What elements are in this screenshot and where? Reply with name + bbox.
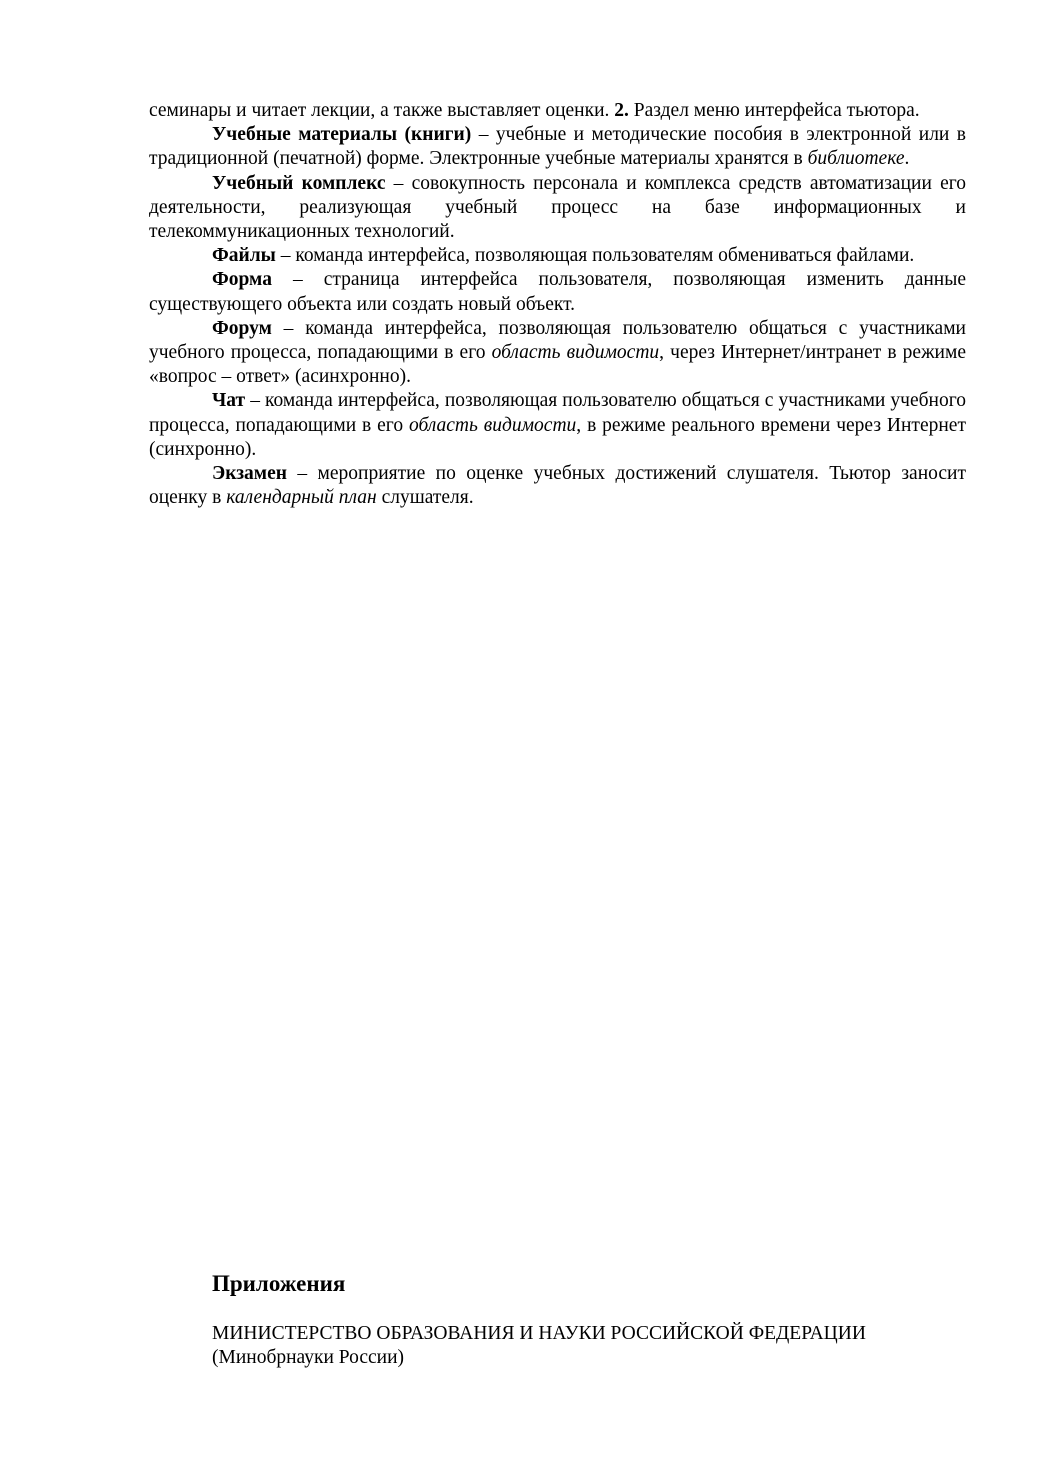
continuation-text: семинары и читает лекции, а также выставляет оценки. xyxy=(149,100,615,121)
glossary-term: Файлы xyxy=(212,245,276,267)
glossary-reference: библиотеке xyxy=(807,148,905,170)
glossary-definition: – команда интерфейса, позволяющая пользователю общаться с участниками учебного процесса, попадающими в его xyxy=(149,390,966,436)
glossary-entry-files xyxy=(149,244,966,268)
glossary-definition: – команда интерфейса, позволяющая пользователям обмениваться файлами. xyxy=(275,245,915,267)
glossary-definition: – учебные и методические пособия в электронной или в традиционной (печатной) форме. Электронные учебные материалы хранятся в xyxy=(149,124,966,170)
glossary-entry-learning-complex xyxy=(149,172,966,245)
glossary-reference: календарный план xyxy=(226,487,377,509)
glossary-definition-end: . xyxy=(904,148,910,170)
glossary-definition: – страница интерфейса пользователя, позволяющая изменить данные существующего объекта или создать новый объект. xyxy=(149,269,966,315)
glossary-definition-end: , в режиме реального времени через Интернет (синхронно). xyxy=(149,414,966,460)
glossary-definition-end: слушателя. xyxy=(376,487,474,509)
glossary-reference: область видимости xyxy=(408,414,577,436)
glossary-entry-learning-materials xyxy=(149,123,966,171)
glossary-term: Чат xyxy=(212,390,246,412)
glossary-term: Учебный комплекс xyxy=(212,172,386,194)
glossary-entry-exam xyxy=(149,462,966,510)
glossary-term: Учебные материалы (книги) xyxy=(212,124,472,146)
ministry-full-name: МИНИСТЕРСТВО ОБРАЗОВАНИЯ И НАУКИ РОССИЙСКОЙ ФЕДЕРАЦИИ xyxy=(212,1323,866,1344)
glossary-term: Экзамен xyxy=(212,463,287,485)
ministry-short-name: (Минобрнауки России) xyxy=(212,1347,405,1369)
glossary-reference: область видимости xyxy=(491,342,660,364)
glossary-entry-forum xyxy=(149,317,966,390)
appendix-title: Приложения xyxy=(212,1271,346,1296)
continuation-text-end: Раздел меню интерфейса тьютора. xyxy=(628,100,920,121)
ministry-name xyxy=(212,1322,972,1370)
glossary-definition: – команда интерфейса, позволяющая пользователю общаться с участниками учебного процесса, попадающими в его xyxy=(149,317,966,364)
glossary-definition: – совокупность персонала и комплекса средств автоматизации его деятельности, реализующая учебный процесс на базе информационных и телекоммуникационных технологий. xyxy=(149,172,966,243)
glossary-term: Форма xyxy=(212,269,272,291)
continuation-paragraph xyxy=(149,99,966,123)
glossary-definition-end: , через Интернет/интранет в режиме «вопрос – ответ» (асинхронно). xyxy=(149,342,966,388)
glossary-entry-form xyxy=(149,268,966,316)
glossary-entry-chat xyxy=(149,389,966,462)
glossary-definition: – мероприятие по оценке учебных достижений слушателя. Тьютор заносит оценку в xyxy=(149,463,966,509)
glossary-term: Форум xyxy=(212,317,272,339)
section-number: 2. xyxy=(614,100,629,121)
glossary-section xyxy=(149,99,966,510)
appendix-section xyxy=(212,1268,972,1370)
